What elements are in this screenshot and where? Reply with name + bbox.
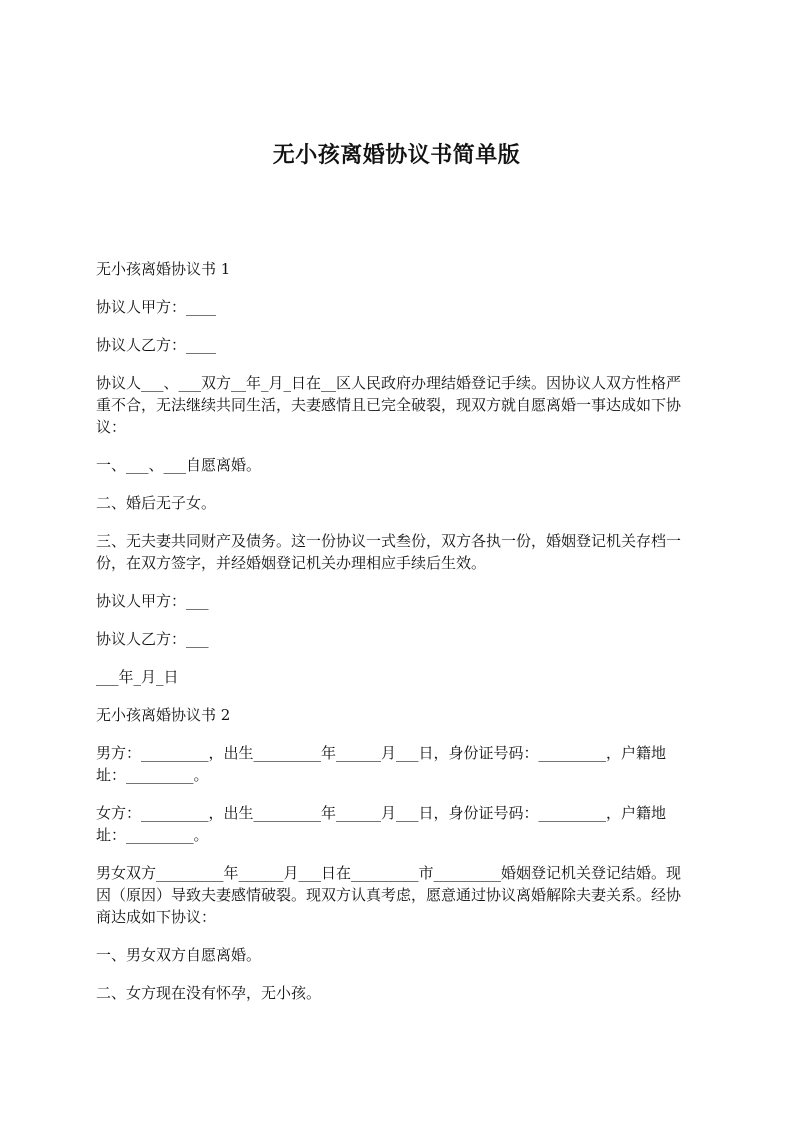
- signature-date: ___年_月_日: [96, 668, 179, 686]
- party-b-line: 协议人乙方：____: [96, 336, 217, 354]
- agreement-clause-2: 二、女方现在没有怀孕，无小孩。: [96, 984, 322, 1002]
- section-heading-2: 无小孩离婚协议书 2: [96, 706, 231, 724]
- female-party-info: 女方：_________，出生_________年______月___日，身份证号码：_________，户籍地址：_________。: [96, 804, 667, 844]
- agreement-clause-1: 一、男女双方自愿离婚。: [96, 946, 262, 964]
- marriage-registration-paragraph: 协议人___、___双方__年_月_日在__区人民政府办理结婚登记手续。因协议人双方性格严重不合，无法继续共同生活，夫妻感情且已完全破裂，现双方就自愿离婚一事达成如下协议：: [96, 374, 682, 436]
- marriage-background-paragraph: 男女双方_________年______月___日在_________市_________婚姻登记机关登记结婚。现因（原因）导致夫妻感情破裂。现双方认真考虑，愿意通过协议离婚解除夫妻关系。经协商达成如下协议：: [96, 864, 682, 926]
- page-title: 无小孩离婚协议书简单版: [272, 142, 521, 168]
- signature-party-a: 协议人甲方：___: [96, 592, 209, 610]
- male-party-info: 男方：_________，出生_________年______月___日，身份证号码：_________，户籍地址：_________。: [96, 744, 667, 784]
- clause-3: 三、无夫妻共同财产及债务。这一份协议一式叁份，双方各执一份，婚姻登记机关存档一份，在双方签字，并经婚姻登记机关办理相应手续后生效。: [96, 532, 682, 572]
- document-body: [96, 258, 692, 1020]
- clause-1: 一、___、___自愿离婚。: [96, 456, 262, 474]
- clause-2: 二、婚后无子女。: [96, 494, 217, 512]
- section-heading-1: 无小孩离婚协议书 1: [96, 260, 231, 278]
- party-a-line: 协议人甲方：____: [96, 298, 217, 316]
- signature-party-b: 协议人乙方：___: [96, 630, 209, 648]
